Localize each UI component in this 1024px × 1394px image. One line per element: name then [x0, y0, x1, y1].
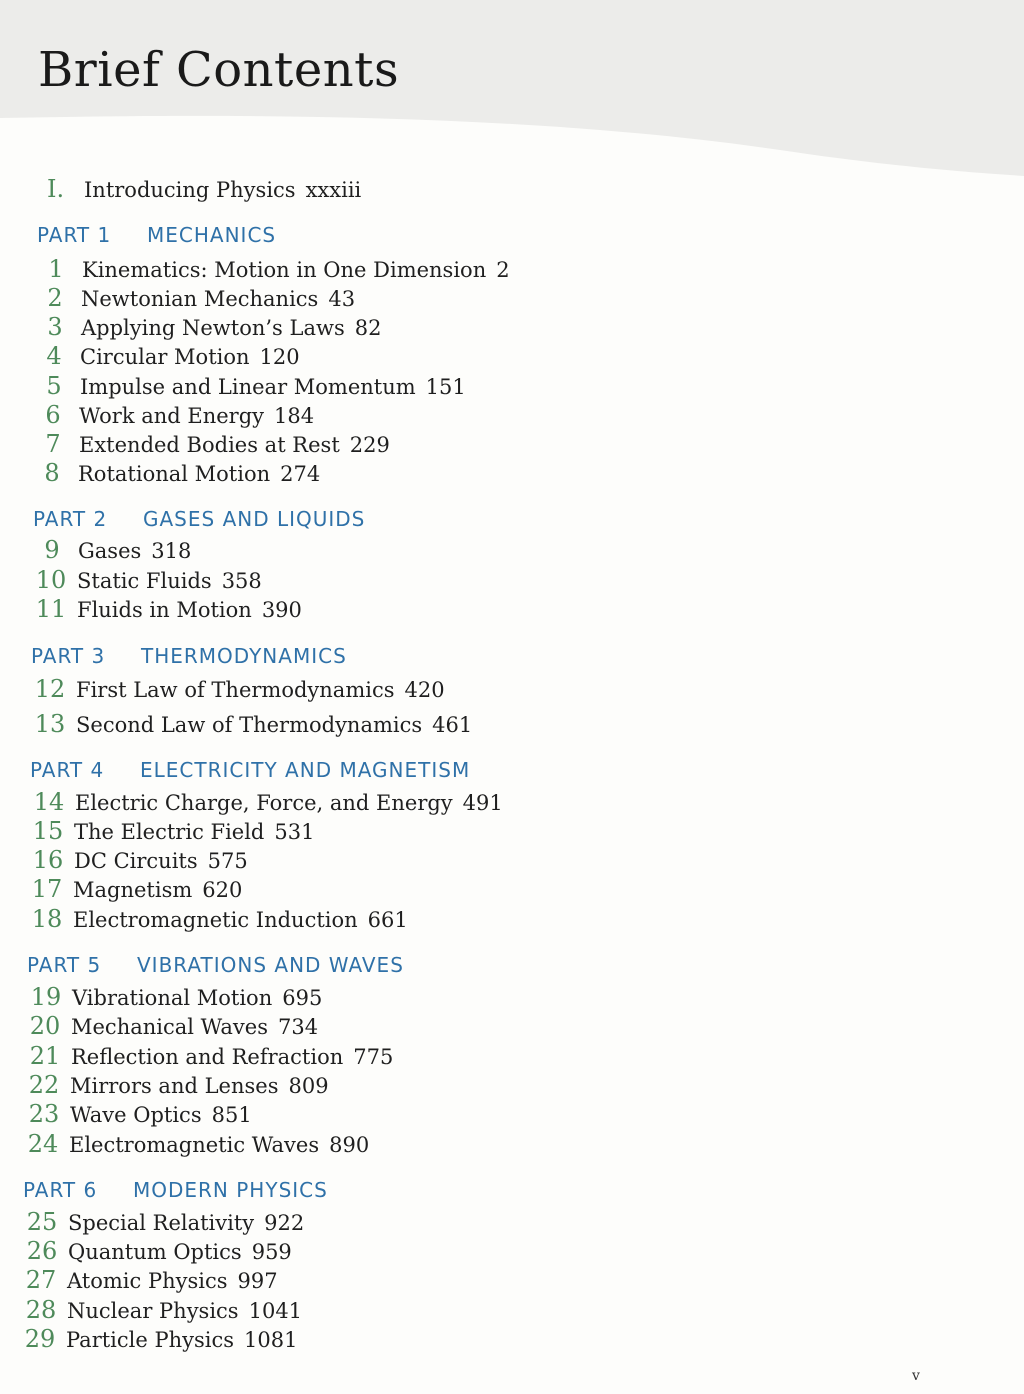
toc-chapter-entry — [24, 1101, 252, 1128]
chapter-page: 420 — [404, 678, 445, 702]
toc-chapter-entry — [25, 1043, 393, 1070]
chapter-title: First Law of Thermodynamics — [76, 678, 395, 702]
toc-chapter-entry — [33, 431, 390, 458]
chapter-page: 531 — [274, 820, 315, 844]
toc-chapter-entry — [29, 789, 503, 816]
chapter-number: 3 — [47, 313, 63, 341]
chapter-title: Reflection and Refraction — [71, 1045, 344, 1069]
chapter-title: Vibrational Motion — [72, 986, 273, 1010]
part-heading — [37, 223, 276, 247]
chapter-title: Static Fluids — [77, 569, 212, 593]
chapter-title: Quantum Optics — [68, 1240, 242, 1264]
chapter-title: Work and Energy — [79, 404, 265, 428]
chapter-page: 358 — [221, 569, 262, 593]
chapter-number: 28 — [25, 1296, 57, 1324]
chapter-number: 16 — [32, 846, 64, 874]
chapter-number: 10 — [35, 566, 67, 594]
chapter-title: Extended Bodies at Rest — [79, 433, 340, 457]
chapter-title: Newtonian Mechanics — [81, 287, 319, 311]
chapter-page: 809 — [288, 1074, 329, 1098]
chapter-page: 2 — [496, 258, 510, 282]
chapter-title: Circular Motion — [80, 345, 250, 369]
toc-chapter-entry — [21, 1297, 302, 1324]
chapter-page: 1081 — [244, 1328, 298, 1352]
chapter-number: 17 — [31, 875, 63, 903]
part-name: ELECTRICITY AND MAGNETISM — [140, 758, 471, 782]
chapter-number: 25 — [26, 1208, 58, 1236]
toc-chapter-entry — [34, 373, 466, 400]
part-heading — [30, 758, 470, 782]
chapter-page: 775 — [353, 1045, 394, 1069]
toc-chapter-entry — [31, 596, 302, 623]
part-heading — [31, 644, 347, 668]
chapter-page: 274 — [280, 462, 321, 486]
toc-chapter-entry — [36, 256, 510, 283]
chapter-title: Kinematics: Motion in One Dimension — [82, 258, 487, 282]
chapter-number: 22 — [28, 1071, 60, 1099]
chapter-title: Mirrors and Lenses — [70, 1074, 279, 1098]
part-label: PART 1 — [37, 223, 112, 247]
page-title: Brief Contents — [38, 42, 400, 98]
part-heading — [23, 1178, 328, 1202]
chapter-number: 2 — [47, 284, 63, 312]
chapter-number: 19 — [30, 983, 62, 1011]
chapter-page: 851 — [211, 1103, 252, 1127]
toc-chapter-entry — [30, 676, 445, 703]
chapter-number: 27 — [25, 1266, 57, 1294]
chapter-title: Electromagnetic Induction — [73, 908, 358, 932]
chapter-page: 184 — [274, 404, 315, 428]
chapter-number: 14 — [33, 788, 65, 816]
chapter-page: 461 — [432, 713, 473, 737]
toc-chapter-entry — [28, 847, 248, 874]
toc-chapter-entry — [33, 402, 314, 429]
toc-chapter-entry — [23, 1131, 369, 1158]
toc-chapter-entry — [30, 711, 472, 738]
toc-chapter-entry — [32, 460, 320, 487]
toc-intro-entry — [38, 176, 361, 203]
chapter-number: 4 — [46, 342, 62, 370]
chapter-title: Rotational Motion — [78, 462, 271, 486]
chapter-page: 890 — [329, 1133, 370, 1157]
chapter-number: 21 — [29, 1042, 61, 1070]
toc-chapter-entry — [22, 1238, 292, 1265]
toc-chapter-entry — [24, 1072, 329, 1099]
chapter-number: 7 — [45, 430, 61, 458]
toc-chapter-entry — [28, 818, 314, 845]
chapter-number: 13 — [34, 710, 66, 738]
chapter-number: 15 — [32, 817, 64, 845]
chapter-title: Electric Charge, Force, and Energy — [75, 791, 453, 815]
toc-chapter-entry — [31, 567, 262, 594]
chapter-number: 12 — [34, 675, 66, 703]
chapter-number: 29 — [24, 1325, 56, 1353]
chapter-title: Impulse and Linear Momentum — [80, 375, 416, 399]
toc-chapter-entry — [27, 906, 408, 933]
chapter-page: 390 — [261, 598, 302, 622]
chapter-page: 82 — [354, 316, 382, 340]
chapter-number: 11 — [35, 595, 67, 623]
chapter-title: Second Law of Thermodynamics — [76, 713, 423, 737]
chapter-page: 229 — [349, 433, 390, 457]
part-name: GASES AND LIQUIDS — [143, 507, 366, 531]
chapter-page: 43 — [328, 287, 356, 311]
chapter-page: 661 — [367, 908, 408, 932]
part-label: PART 6 — [23, 1178, 98, 1202]
chapter-title: The Electric Field — [74, 820, 265, 844]
chapter-title: Nuclear Physics — [67, 1299, 239, 1323]
toc-chapter-entry — [34, 343, 300, 370]
toc-chapter-entry — [35, 285, 355, 312]
intro-number: I. — [47, 175, 65, 203]
chapter-number: 20 — [29, 1012, 61, 1040]
toc-chapter-entry — [27, 876, 242, 903]
part-name: MECHANICS — [147, 223, 277, 247]
part-name: MODERN PHYSICS — [133, 1178, 328, 1202]
chapter-page: 959 — [251, 1240, 292, 1264]
toc-chapter-entry — [20, 1326, 297, 1353]
intro-title: Introducing Physics — [84, 178, 296, 202]
chapter-page: 120 — [259, 345, 300, 369]
part-heading — [27, 953, 404, 977]
chapter-title: DC Circuits — [74, 849, 198, 873]
chapter-title: Wave Optics — [70, 1103, 202, 1127]
part-heading — [33, 507, 365, 531]
chapter-page: 922 — [264, 1211, 305, 1235]
part-label: PART 4 — [30, 758, 105, 782]
chapter-number: 9 — [44, 536, 60, 564]
chapter-page: 695 — [282, 986, 323, 1010]
chapter-title: Fluids in Motion — [77, 598, 252, 622]
chapter-page: 575 — [207, 849, 248, 873]
part-label: PART 3 — [31, 644, 106, 668]
part-name: THERMODYNAMICS — [141, 644, 347, 668]
part-name: VIBRATIONS AND WAVES — [137, 953, 404, 977]
chapter-number: 8 — [44, 459, 60, 487]
chapter-title: Magnetism — [73, 878, 193, 902]
chapter-page: 620 — [202, 878, 243, 902]
chapter-page: 997 — [237, 1269, 278, 1293]
chapter-number: 18 — [31, 905, 63, 933]
chapter-page: 1041 — [248, 1299, 303, 1323]
toc-chapter-entry — [25, 1013, 318, 1040]
chapter-title: Special Relativity — [68, 1211, 255, 1235]
chapter-title: Applying Newton’s Laws — [81, 316, 345, 340]
chapter-title: Electromagnetic Waves — [69, 1133, 320, 1157]
toc-chapter-entry — [32, 537, 191, 564]
chapter-number: 26 — [26, 1237, 58, 1265]
part-label: PART 5 — [27, 953, 102, 977]
toc-chapter-entry — [22, 1209, 304, 1236]
chapter-page: 151 — [425, 375, 466, 399]
chapter-number: 6 — [45, 401, 61, 429]
chapter-title: Gases — [78, 539, 142, 563]
chapter-title: Mechanical Waves — [71, 1015, 268, 1039]
page-folio: v — [912, 1368, 920, 1384]
chapter-number: 5 — [46, 372, 62, 400]
intro-page: xxxiii — [305, 178, 362, 202]
chapter-title: Atomic Physics — [67, 1269, 228, 1293]
toc-chapter-entry — [35, 314, 381, 341]
chapter-number: 23 — [28, 1100, 60, 1128]
chapter-title: Particle Physics — [66, 1328, 235, 1352]
part-label: PART 2 — [33, 507, 108, 531]
chapter-number: 1 — [48, 255, 64, 283]
chapter-page: 491 — [462, 791, 503, 815]
chapter-number: 24 — [27, 1130, 59, 1158]
toc-chapter-entry — [26, 984, 322, 1011]
toc-chapter-entry — [21, 1267, 278, 1294]
chapter-page: 318 — [151, 539, 192, 563]
chapter-page: 734 — [278, 1015, 319, 1039]
